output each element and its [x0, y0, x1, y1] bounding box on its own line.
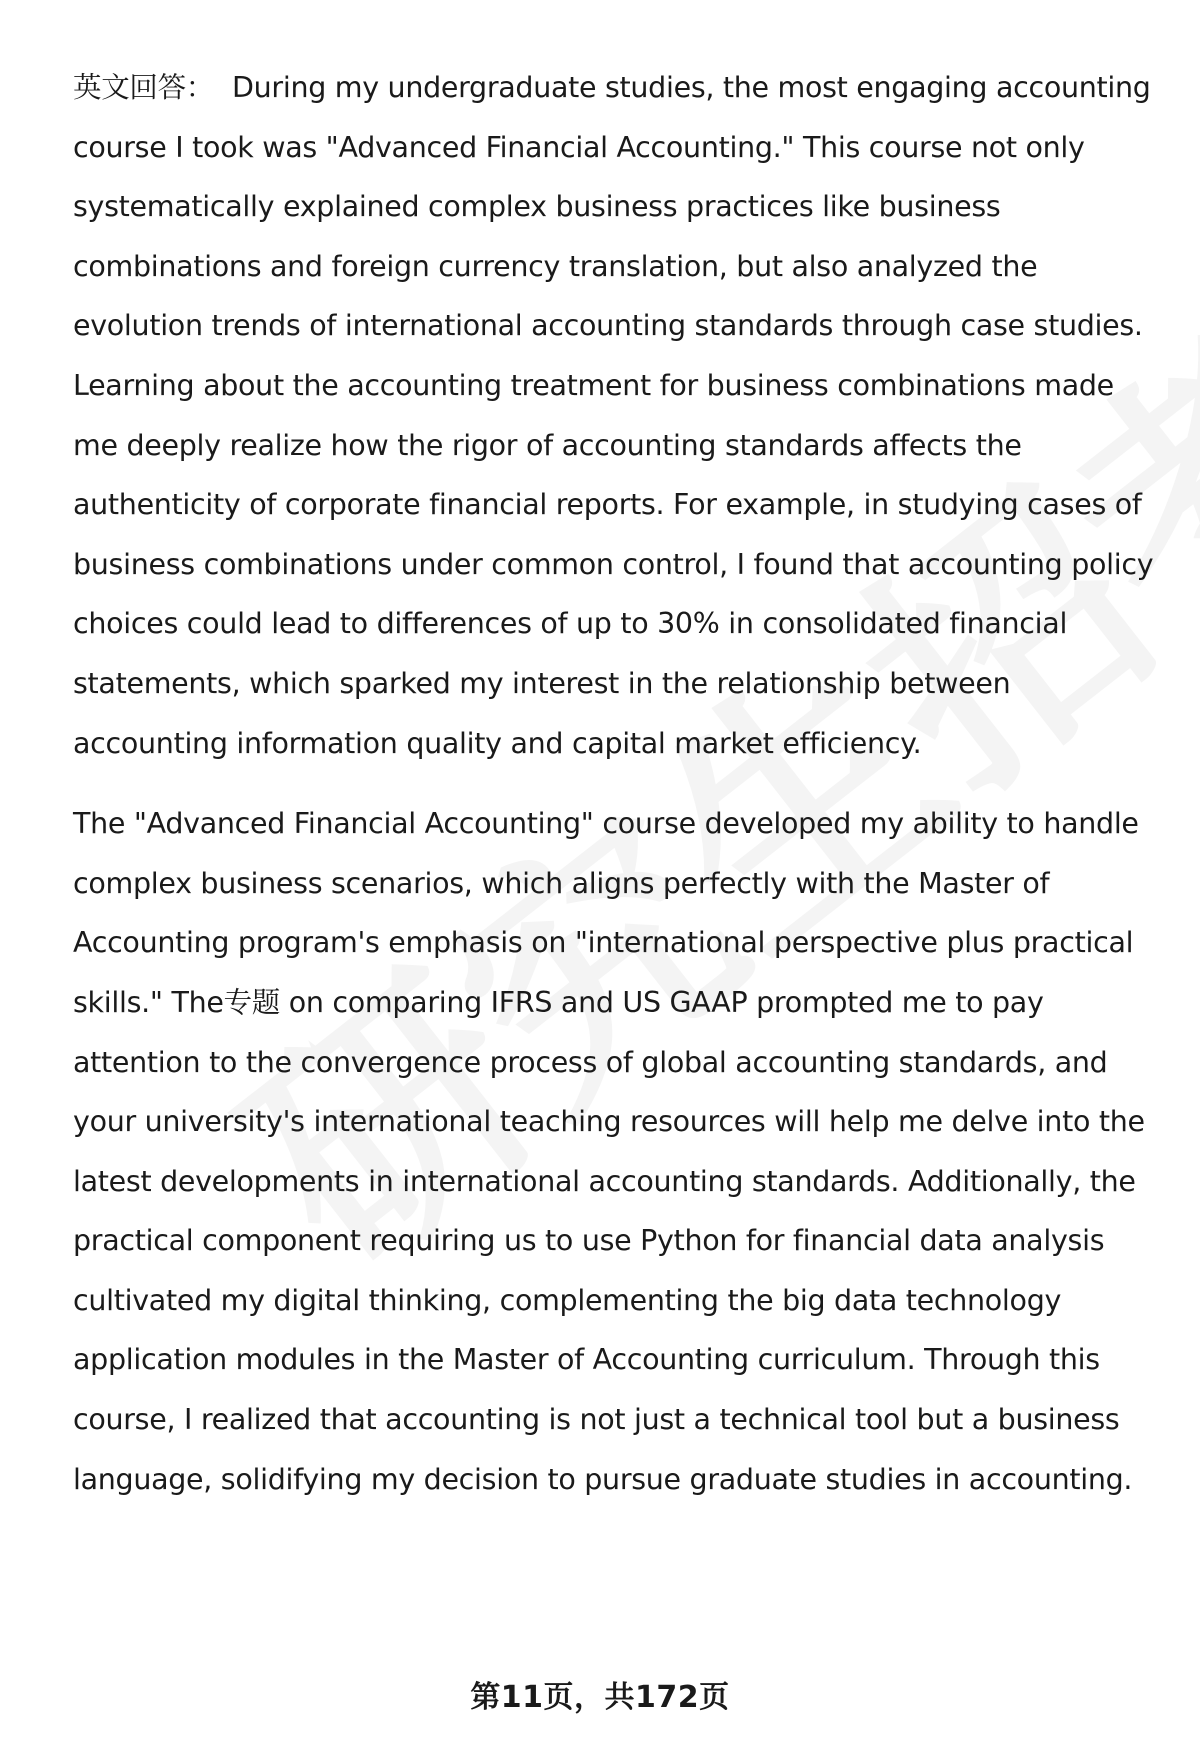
page-number-footer: 第11页，共172页 [470, 1680, 730, 1715]
paragraph-1 [73, 58, 1163, 773]
paragraph-2: The "Advanced Financial Accounting" course developed my ability to handle complex business scenarios, which aligns perfectly with the Master of Accounting program's emphasis on "international perspective plus practical skills." The专题 on comparing IFRS and US GAAP prompted me to pay attention to the convergence process of global accounting standards, and your university's international teaching resources will help me delve into the latest developments in international accounting standards. Additionally, the practical component requiring us to use Python for financial data analysis cultivated my digital thinking, complementing the big data technology application modules in the Master of Accounting curriculum. Through this course, I realized that accounting is not just a technical tool but a business language, solidifying my decision to pursue graduate studies in accounting. [73, 807, 1145, 1496]
document-body [73, 58, 1163, 1509]
paragraph-1-text: During my undergraduate studies, the most engaging accounting course I took was "Advanced Financial Accounting." This course not only systematically explained complex business practices like business combinations and foreign currency translation, but also analyzed the evolution trends of international accounting standards through case studies. Learning about the accounting treatment for business combinations made me deeply realize how the rigor of accounting standards affects the authenticity of corporate financial reports. For example, in studying cases of business combinations under common control, I found that accounting policy choices could lead to differences of up to 30% in consolidated financial statements, which sparked my interest in the relationship between accounting information quality and capital market efficiency. [73, 71, 1154, 760]
answer-label: 英文回答： [73, 71, 215, 104]
